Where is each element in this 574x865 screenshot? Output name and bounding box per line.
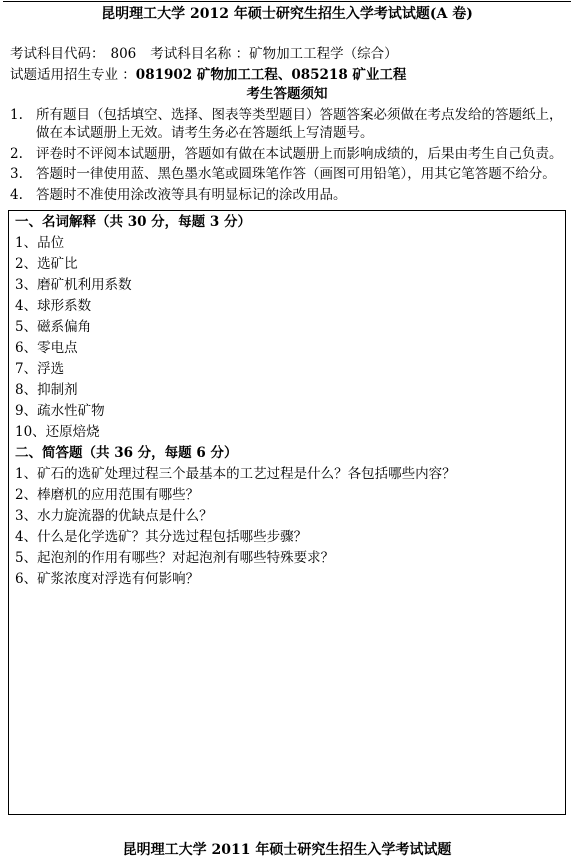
majors-line [10,66,406,84]
subject-code: 806 [110,46,137,62]
instruction-number: 2. [10,145,23,162]
term-item: 9、疏水性矿物 [15,403,105,419]
section2-list [15,464,559,590]
subject-name-label: 考试科目名称 ： [150,46,250,62]
short-answer-item: 4、什么是化学选矿？其分选过程包括哪些步骤？ [15,529,308,545]
instruction-number: 1. [10,107,23,123]
majors-label: 试题适用招生专业 ： [10,67,136,83]
instructions-title: 考生答题须知 [246,86,328,102]
short-answer-item: 1、矿石的选矿处理过程三个最基本的工艺过程是什么？各包括哪些内容？ [15,466,456,482]
subject-code-label: 考试科目代码： [10,46,105,62]
short-answer-item: 3、水力旋流器的优缺点是什么？ [15,508,213,524]
instructions-list [10,106,566,206]
section2-heading: 二、简答题（共 36 分，每题 6 分） [15,445,238,461]
footer-title: 昆明理工大学 2011 年硕士研究生招生入学考试试题 [122,842,452,858]
instruction-item [10,106,566,142]
instruction-text: 答题时一律使用蓝、黑色墨水笔或圆珠笔作答（画图可用铅笔），用其它笔答题不给分。 [36,166,556,182]
term-item: 6、零电点 [15,340,78,356]
short-answer-item: 2、棒磨机的应用范围有哪些？ [15,487,200,503]
instruction-number: 4. [10,186,23,203]
subject-name: 矿物加工工程学（综合） [249,46,398,62]
term-item: 8、抑制剂 [15,382,78,398]
instruction-item [10,186,566,204]
term-item: 4、球形系数 [15,298,92,314]
term-item: 2、选矿比 [15,256,78,272]
instruction-number: 3. [10,166,23,182]
term-item: 7、浮选 [15,361,65,377]
short-answer-item: 6、矿浆浓度对浮选有何影响？ [15,571,200,587]
instruction-text: 所有题目（包括填空、选择、图表等类型题目）答题答案必须做在考点发给的答题纸上，做在本试题册上无效。请考生务必在答题纸上写清题号。 [36,107,563,141]
term-item: 1、品位 [15,235,65,251]
instruction-item [10,145,566,163]
section1-heading: 一、名词解释（共 30 分，每题 3 分） [15,214,251,230]
instruction-item [10,165,566,183]
term-item: 10、还原焙烧 [15,424,100,440]
subject-info-line [10,45,398,63]
term-item: 5、磁系偏角 [15,319,92,335]
instruction-text: 答题时不准使用涂改液等具有明显标记的涂改用品。 [36,186,347,203]
short-answer-item: 5、起泡剂的作用有哪些？对起泡剂有哪些特殊要求？ [15,550,335,566]
majors-value: 081902 矿物加工工程、085218 矿业工程 [135,67,407,83]
section1-list [15,233,559,443]
instruction-text: 评卷时不评阅本试题册，答题如有做在本试题册上而影响成绩的，后果由考生自己负责。 [36,145,563,162]
questions-frame [8,210,566,815]
top-rule [3,1,571,2]
term-item: 3、磨矿机利用系数 [15,277,132,293]
exam-title: 昆明理工大学 2012 年硕士研究生招生入学考试试题(A 卷) [101,6,473,22]
